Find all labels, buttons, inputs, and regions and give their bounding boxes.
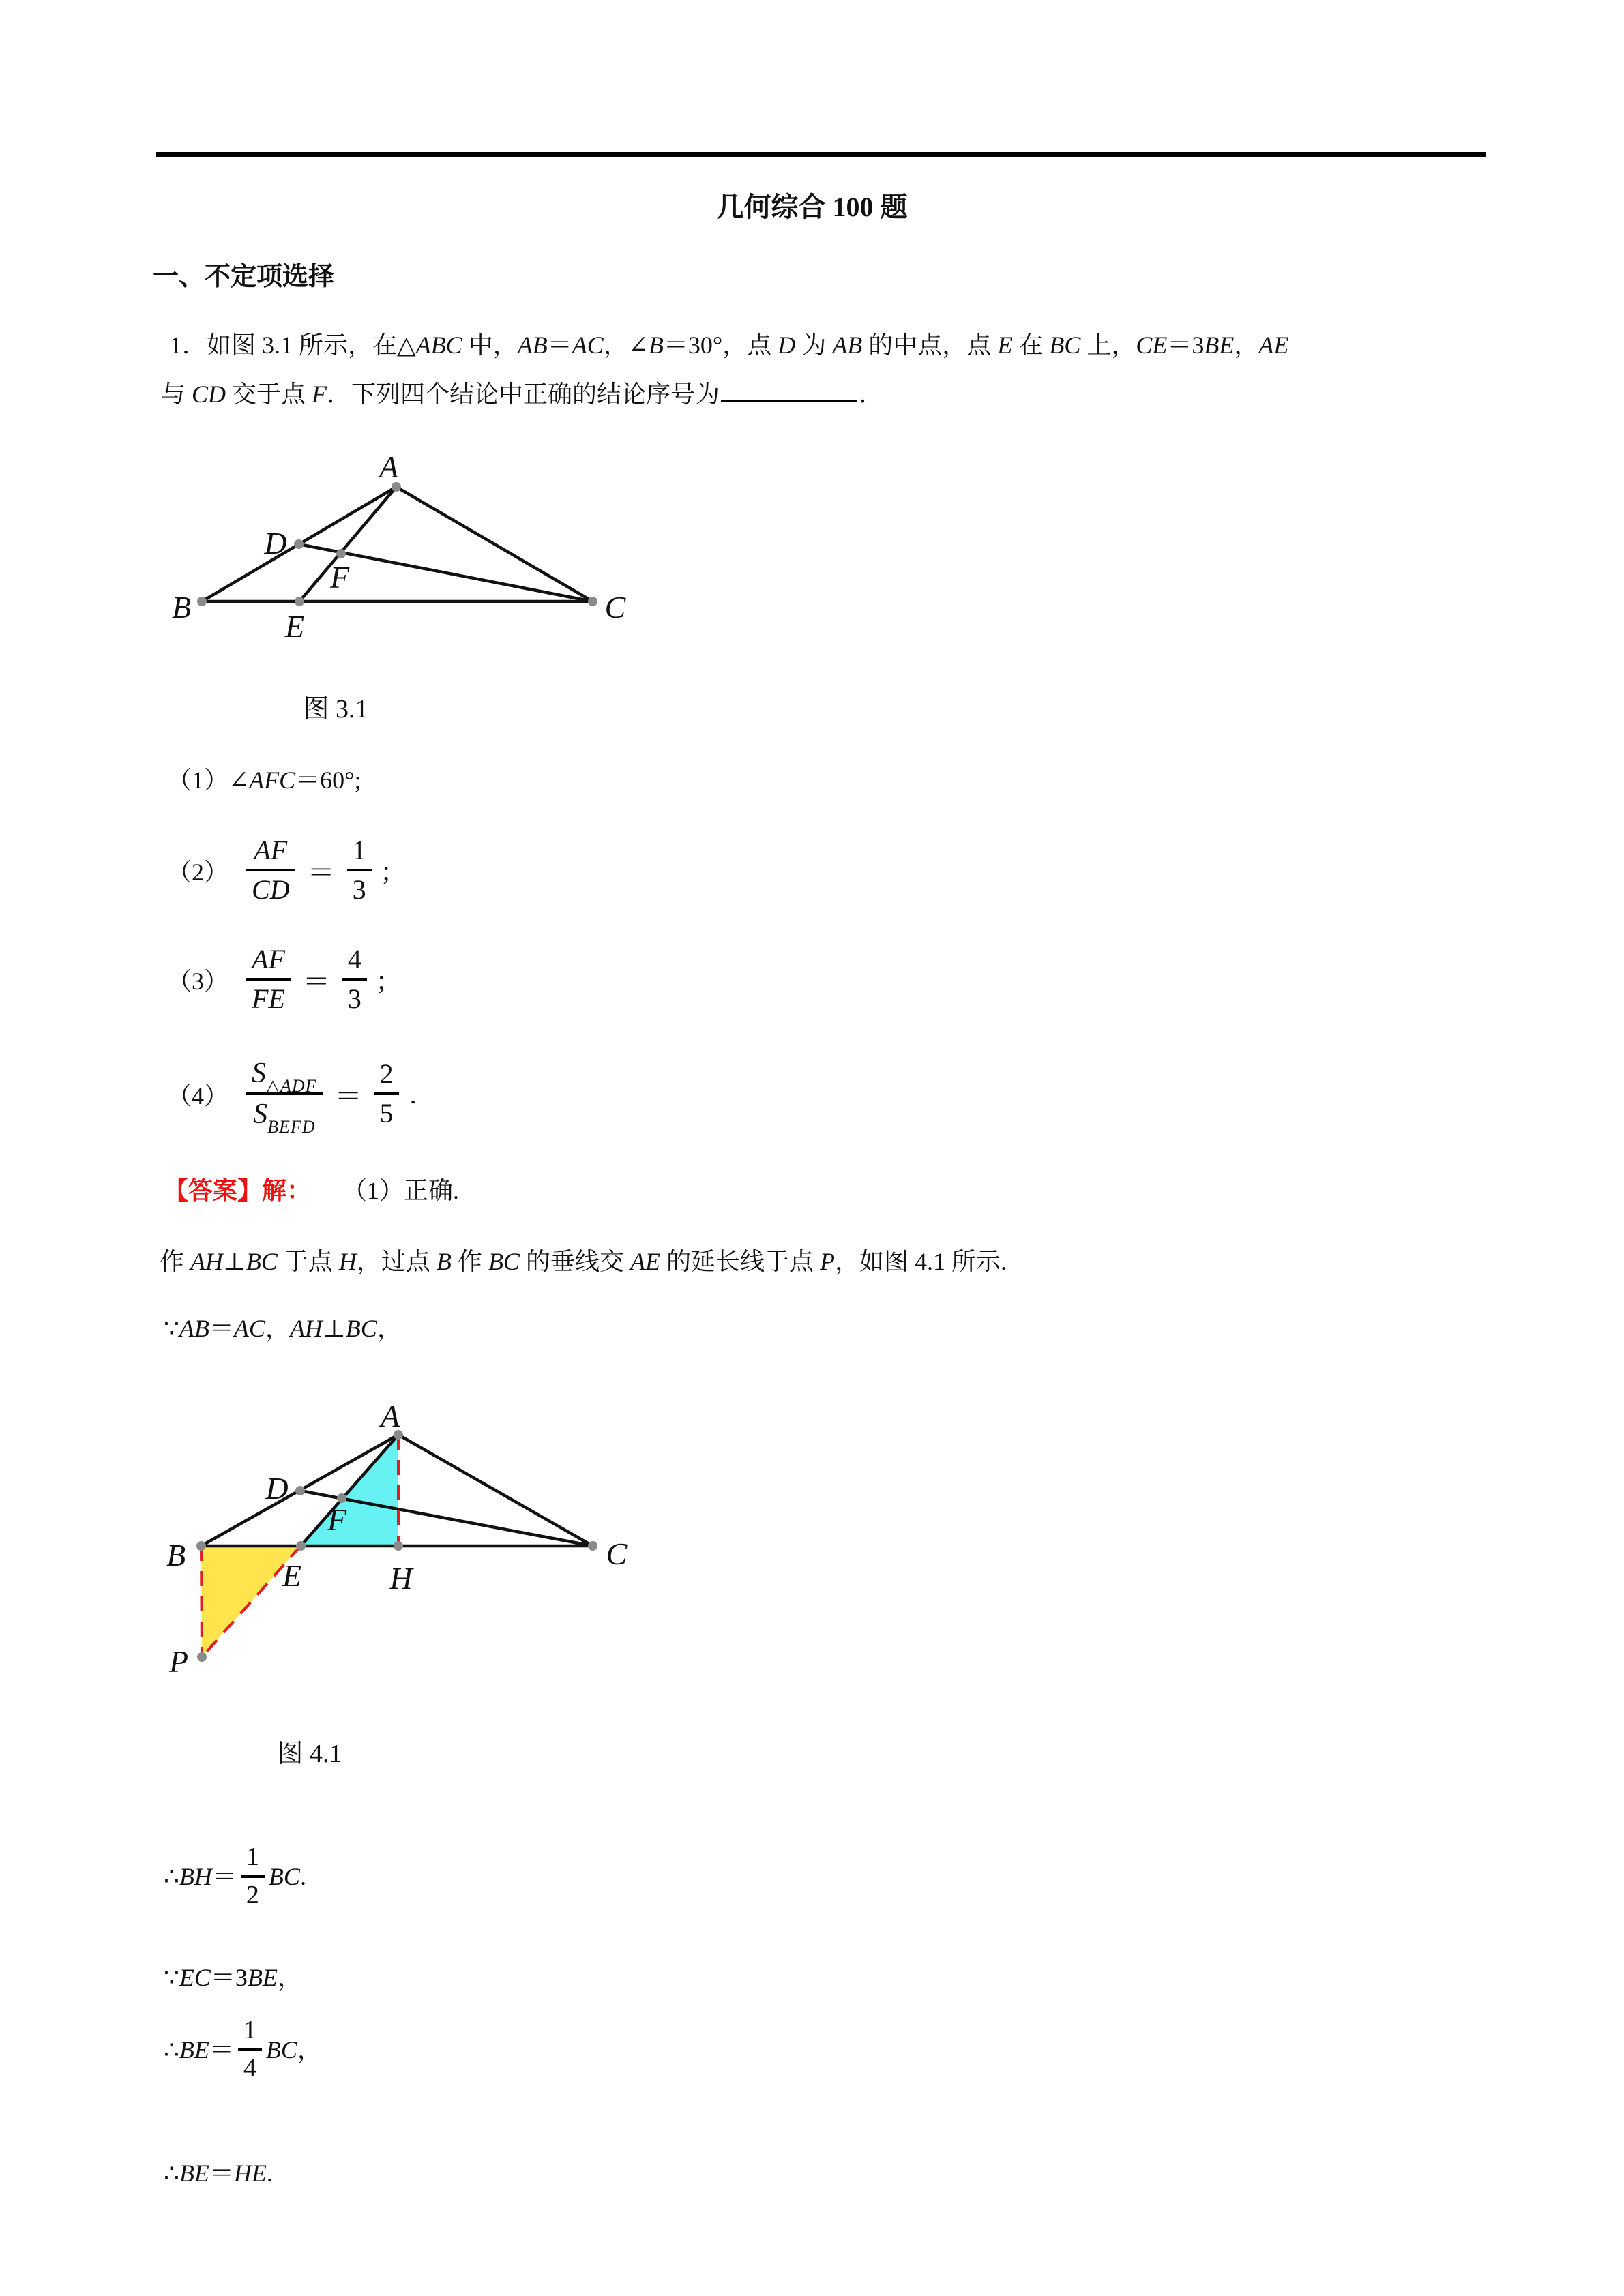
text-segment: AC <box>233 1315 265 1342</box>
text-segment: BH <box>179 1862 212 1890</box>
text-segment: . <box>299 1862 306 1890</box>
text-segment: ＝ <box>209 2160 234 2187</box>
page-title: 几何综合 100 题 <box>716 192 908 222</box>
fig2-dot-C <box>588 1541 597 1551</box>
because-line-1 <box>164 1313 402 1344</box>
fraction-numerator: 1 <box>246 1843 259 1872</box>
fig2-label-F: F <box>327 1502 347 1537</box>
fig2-label-C: C <box>606 1536 628 1571</box>
text-segment: 在 <box>1012 331 1050 359</box>
text-segment: AB <box>179 1315 209 1342</box>
statement-3-prefix: （3） <box>167 967 229 995</box>
fig2-dot-H <box>394 1541 403 1551</box>
fig2-label-E: E <box>282 1558 302 1593</box>
fraction-numerator: AF <box>254 835 288 865</box>
fig1-label-F: F <box>329 560 350 595</box>
fraction-bar <box>374 1092 399 1095</box>
fraction-denominator: 2 <box>246 1881 259 1909</box>
area-subscript: △ADF <box>266 1075 317 1096</box>
statement-4-prefix: （4） <box>167 1082 229 1109</box>
area-symbol: S <box>252 1057 267 1089</box>
figure-3-1-caption: 图 3.1 <box>303 695 368 724</box>
text-segment: AB <box>517 331 548 359</box>
text-segment: 中， <box>462 331 518 359</box>
equals-sign: ＝ <box>307 856 335 888</box>
text-segment: HE <box>233 2160 267 2187</box>
fig1-dot-D <box>294 539 304 549</box>
fraction-denominator: 3 <box>347 983 361 1014</box>
text-segment: ，∠ <box>603 331 649 359</box>
text-segment: （1）∠ <box>167 766 250 794</box>
statement-2-fraction-right <box>347 835 372 906</box>
text-segment: B <box>436 1248 452 1275</box>
text-segment: ．下列四个结论中正确的结论序号为 <box>327 381 720 408</box>
section-heading: 一、不定项选择 <box>153 263 335 291</box>
statement-4-fraction-right <box>374 1058 399 1129</box>
fraction-numerator: 4 <box>347 944 361 974</box>
step-behe-line <box>164 2158 273 2189</box>
construction-text <box>160 1247 1007 1277</box>
text-segment: ， <box>265 1315 290 1342</box>
problem-line-1 <box>170 330 1288 361</box>
because-line-1-text <box>164 1313 402 1344</box>
answer-label: 【答案】解： <box>164 1177 312 1204</box>
fig2-dot-P <box>197 1652 207 1662</box>
text-segment: CD <box>192 381 226 408</box>
header-rule <box>156 152 1486 157</box>
fig1-dot-F <box>336 549 346 558</box>
fig1-vertex-dots <box>197 482 597 606</box>
statement-1-text <box>167 765 361 796</box>
step-behe-text <box>164 2158 273 2189</box>
text-segment: CE <box>1136 331 1168 359</box>
text-segment: AC <box>572 331 604 359</box>
statement-2-fraction-left <box>246 835 295 906</box>
fraction-denominator: 3 <box>352 874 366 905</box>
text-segment: 作 <box>451 1248 488 1275</box>
text-segment: ＝ <box>547 331 572 359</box>
fig2-label-A: A <box>380 1399 400 1433</box>
fig2-side-AC <box>398 1435 593 1546</box>
fraction-numerator: 1 <box>243 2016 256 2045</box>
text-segment: ⊥ <box>322 1315 346 1342</box>
step-ec-line <box>164 1963 302 1993</box>
text-segment: F <box>312 381 327 408</box>
text-segment: . <box>266 2160 273 2187</box>
statement-2-tail: ; <box>382 854 390 886</box>
text-segment: 与 <box>161 381 192 408</box>
text-segment: ，如图 4.1 所示. <box>834 1248 1007 1275</box>
text-segment: ABC <box>415 331 462 359</box>
area-symbol: S <box>253 1099 268 1130</box>
text-segment: ， <box>277 1964 302 1991</box>
text-segment: BE <box>179 2036 209 2063</box>
statement-3 <box>167 925 385 1034</box>
text-segment: AH <box>190 1248 224 1275</box>
statement-2-prefix: （2） <box>167 858 229 886</box>
text-segment: ＝30°，点 <box>663 331 778 359</box>
text-segment: ＝3 <box>1167 331 1205 359</box>
text-segment: 1．如图 3.1 所示，在△ <box>170 331 416 359</box>
fig1-dot-E <box>295 597 304 606</box>
text-segment: ＝ <box>209 2036 234 2063</box>
text-segment: ∵ <box>164 1315 179 1342</box>
answer-line <box>164 1176 459 1206</box>
fig1-dot-B <box>197 597 207 606</box>
figure-4-1 <box>157 1398 648 1698</box>
text-segment: ∵ <box>164 1964 179 1991</box>
text-segment: ⊥ <box>223 1248 246 1275</box>
text-segment: BC <box>488 1248 520 1275</box>
fraction-numerator: AF <box>252 944 285 974</box>
step-be-suffix <box>266 2035 322 2066</box>
text-segment: ∴ <box>164 2160 179 2187</box>
text-segment: ＝ <box>209 1315 234 1342</box>
text-segment: AE <box>1258 331 1289 359</box>
figure-3-1 <box>157 447 648 672</box>
step-be-prefix <box>164 2035 234 2066</box>
statement-3-fraction-left <box>246 944 291 1015</box>
text-segment: 于点 <box>277 1248 339 1275</box>
fig2-dot-E <box>296 1541 306 1551</box>
text-segment: ＝60°; <box>295 766 361 794</box>
fig2-label-D: D <box>265 1471 289 1506</box>
fraction-denominator: FE <box>252 983 285 1014</box>
text-segment: ＝3 <box>210 1964 248 1991</box>
text-segment: BE <box>179 2160 209 2187</box>
equals-sign: ＝ <box>334 1080 362 1112</box>
text-segment: ，过点 <box>356 1248 437 1275</box>
text-segment: AH <box>289 1315 323 1342</box>
statement-3-fraction-right <box>342 944 367 1015</box>
statement-4-tail: . <box>409 1078 417 1109</box>
text-segment: ＝ <box>211 1862 237 1890</box>
text-segment: BC <box>246 1248 278 1275</box>
text-segment: 作 <box>160 1248 191 1275</box>
fig2-dot-D <box>295 1486 305 1495</box>
text-segment: D <box>778 331 796 359</box>
text-segment: ∴ <box>164 2036 179 2063</box>
problem-line-1-text <box>170 330 1288 361</box>
text-segment: E <box>997 331 1013 359</box>
text-segment: BC <box>265 2036 297 2063</box>
text-segment: ∴ <box>164 1862 179 1890</box>
fraction-bar <box>238 2048 262 2051</box>
text-segment: BC <box>1049 331 1081 359</box>
text-segment: ， <box>377 1315 402 1342</box>
fig2-label-P: P <box>168 1644 189 1679</box>
text-segment: BE <box>1204 331 1235 359</box>
fraction-denominator <box>248 1098 321 1137</box>
fig2-dot-B <box>196 1541 206 1551</box>
step-bh-fraction <box>241 1843 265 1910</box>
fig1-label-D: D <box>264 526 287 561</box>
fraction-bar <box>342 978 367 981</box>
statement-2 <box>167 816 390 925</box>
text-segment: BC <box>345 1315 377 1342</box>
fraction-denominator: CD <box>252 874 290 905</box>
text-segment: P <box>819 1248 835 1275</box>
answer-blank-underline <box>721 394 857 402</box>
fig2-dot-F <box>337 1493 346 1503</box>
fig1-side-AC <box>396 487 593 601</box>
fraction-bar <box>241 1875 265 1878</box>
fraction-bar <box>347 869 372 871</box>
text-segment: H <box>338 1248 357 1275</box>
area-subscript: BEFD <box>267 1117 316 1137</box>
step-be-line <box>164 1995 322 2104</box>
fraction-bar <box>246 978 291 981</box>
fraction-numerator: 1 <box>352 835 366 865</box>
fig1-label-C: C <box>604 590 626 625</box>
fig1-label-E: E <box>284 609 305 644</box>
text-segment: 为 <box>795 331 833 359</box>
text-segment: ， <box>1234 331 1259 359</box>
fraction-numerator <box>246 1057 323 1096</box>
step-ec-text <box>164 1963 302 1993</box>
construction-line <box>160 1247 1007 1277</box>
text-segment: BE <box>247 1964 278 1991</box>
statement-3-tail: ; <box>377 964 386 995</box>
text-segment: 上， <box>1080 331 1136 359</box>
statement-4-fraction-left <box>246 1057 323 1137</box>
step-bh-prefix <box>164 1862 237 1892</box>
text-segment: AE <box>630 1248 660 1275</box>
fraction-numerator: 2 <box>379 1058 394 1089</box>
fraction-bar <box>246 869 295 871</box>
equals-sign: ＝ <box>302 966 330 997</box>
text-segment: 交于点 <box>226 381 312 408</box>
text-segment: BC <box>268 1862 300 1890</box>
statement-4 <box>167 1036 417 1152</box>
text-segment: 的中点，点 <box>862 331 998 359</box>
text-segment: AFC <box>249 766 296 794</box>
fig1-label-B: B <box>171 590 192 625</box>
fig1-label-A: A <box>379 449 399 484</box>
step-be-fraction <box>238 2016 262 2083</box>
fig1-dot-C <box>588 597 597 606</box>
text-segment: 的延长线于点 <box>660 1248 820 1275</box>
fig2-label-B: B <box>166 1538 186 1572</box>
statement-1 <box>167 765 361 796</box>
problem-line-2-end: ． <box>859 381 884 408</box>
answer-result: （1）正确. <box>342 1177 460 1204</box>
problem-line-2-text <box>161 379 720 410</box>
fig2-label-H: H <box>389 1561 413 1596</box>
figure-4-1-caption: 图 4.1 <box>277 1740 342 1768</box>
step-bh-suffix <box>269 1862 306 1892</box>
text-segment: EC <box>179 1964 211 1991</box>
text-segment: ， <box>297 2036 322 2063</box>
text-segment: B <box>648 331 664 359</box>
fraction-denominator: 5 <box>379 1098 394 1129</box>
fraction-denominator: 4 <box>243 2054 256 2083</box>
problem-line-2 <box>161 379 883 410</box>
text-segment: AB <box>832 331 863 359</box>
text-segment: 的垂线交 <box>519 1248 630 1275</box>
step-bh-line <box>164 1822 306 1931</box>
